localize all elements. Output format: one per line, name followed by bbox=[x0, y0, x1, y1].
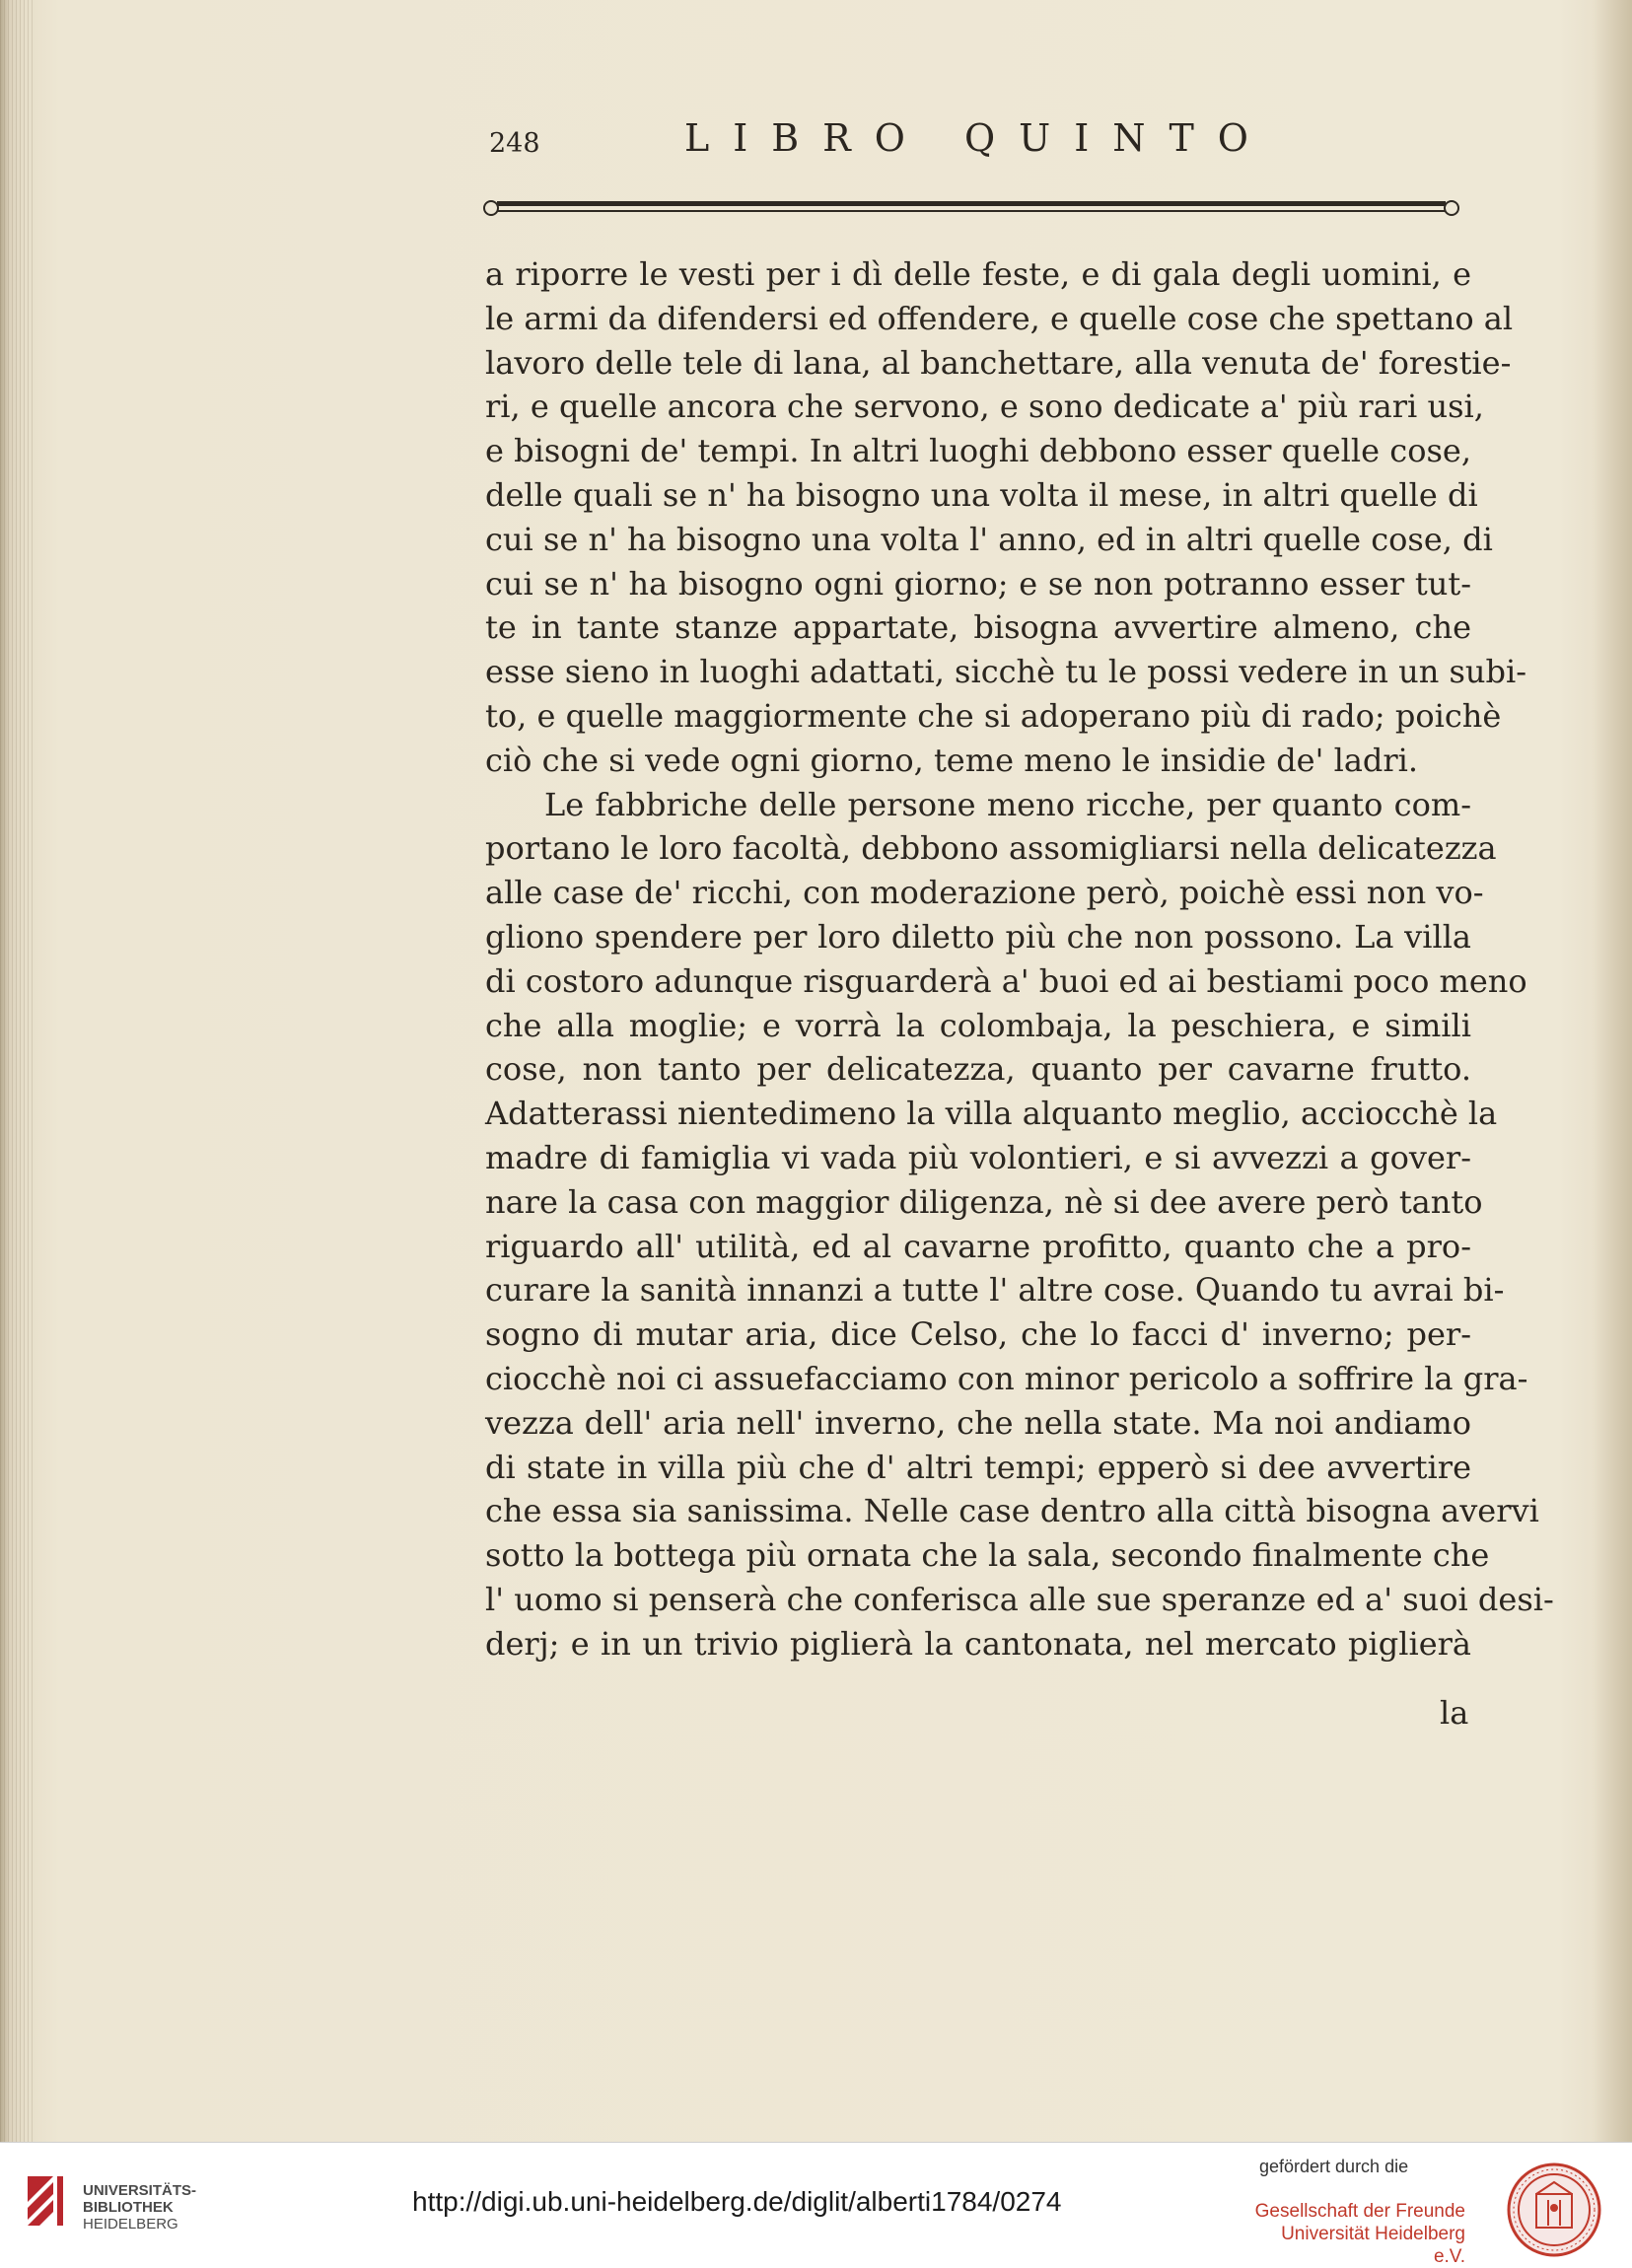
text-line-paragraph-end: ciò che si vede ogni giorno, teme meno le insidie de' ladri. bbox=[485, 741, 1419, 779]
text-line: derj; e in un trivio piglierà la cantonata, nel mercato piglierà bbox=[485, 1624, 1471, 1663]
sponsor-name[interactable] bbox=[1252, 2200, 1465, 2268]
library-name-line: HEIDELBERG bbox=[83, 2216, 178, 2233]
text-line: di costoro adunque risguarderà a' buoi ed ai bestiami poco meno bbox=[485, 961, 1527, 1000]
text-line: cose, non tanto per delicatezza, quanto per cavarne frutto. bbox=[485, 1050, 1471, 1089]
rule-bar-thin bbox=[497, 210, 1446, 212]
university-library-logo-icon bbox=[24, 2172, 69, 2233]
text-line: che essa sia sanissima. Nelle case dentro alla città bisogna avervi bbox=[485, 1492, 1539, 1530]
page-header bbox=[489, 116, 1475, 166]
catchword: la bbox=[1440, 1694, 1469, 1732]
text-line: portano le loro facoltà, debbono assomigliarsi nella delicatezza bbox=[485, 829, 1497, 868]
body-text bbox=[485, 252, 1554, 1666]
text-line: lavoro delle tele di lana, al banchettare, alla venuta de' forestie- bbox=[485, 343, 1512, 382]
text-line: esse sieno in luoghi adattati, sicchè tu le possi vedere in un subi- bbox=[485, 653, 1527, 691]
text-line: to, e quelle maggiormente che si adoperano più di rado; poichè bbox=[485, 696, 1502, 735]
text-line: cui se n' ha bisogno una volta l' anno, ed in altri quelle cose, di bbox=[485, 520, 1493, 558]
viewer-footer bbox=[0, 2142, 1632, 2267]
text-line: vezza dell' aria nell' inverno, che nella state. Ma noi andiamo bbox=[485, 1403, 1471, 1442]
text-line: ri, e quelle ancora che servono, e sono dedicate a' più rari usi, bbox=[485, 388, 1484, 426]
rule-end-ornament-right bbox=[1444, 200, 1459, 216]
text-line: sotto la bottega più ornata che la sala, secondo finalmente che bbox=[485, 1536, 1490, 1575]
text-line: cui se n' ha bisogno ogni giorno; e se non potranno esser tut- bbox=[485, 564, 1471, 602]
text-line: riguardo all' utilità, ed al cavarne profitto, quanto che a pro- bbox=[485, 1227, 1471, 1265]
text-line: alle case de' ricchi, con moderazione però, poichè essi non vo- bbox=[485, 874, 1484, 912]
text-line: a riporre le vesti per i dì delle feste, e di gala degli uomini, e bbox=[485, 255, 1471, 293]
decorative-rule bbox=[483, 195, 1459, 219]
text-line: nare la casa con maggior diligenza, nè si dee avere però tanto bbox=[485, 1182, 1483, 1221]
text-line: Adatterassi nientedimeno la villa alquanto meglio, acciocchè la bbox=[485, 1095, 1498, 1133]
permalink-url[interactable]: http://digi.ub.uni-heidelberg.de/diglit/alberti1784/0274 bbox=[412, 2186, 1062, 2217]
running-title: LIBRO QUINTO bbox=[684, 116, 1272, 160]
text-line: ciocchè noi ci assuefacciamo con minor pericolo a soffrire la gra- bbox=[485, 1359, 1528, 1397]
text-line: te in tante stanze appartate, bisogna avvertire almeno, che bbox=[485, 608, 1471, 647]
university-seal-icon bbox=[1505, 2161, 1603, 2259]
text-line: sogno di mutar aria, dice Celso, che lo facci d' inverno; per- bbox=[485, 1315, 1471, 1354]
text-line: le armi da difendersi ed offendere, e quelle cose che spettano al bbox=[485, 299, 1514, 337]
rule-bar-thick bbox=[497, 201, 1446, 206]
text-line: gliono spendere per loro diletto più che non possono. La villa bbox=[485, 917, 1471, 956]
text-line-paragraph-start: Le fabbriche delle persone meno ricche, per quanto com- bbox=[544, 785, 1471, 823]
text-line: di state in villa più che d' altri tempi; epperò si dee avvertire bbox=[485, 1448, 1471, 1486]
text-line: curare la sanità innanzi a tutte l' altre cose. Quando tu avrai bi- bbox=[485, 1271, 1505, 1310]
page-edge-shadow bbox=[0, 0, 34, 2142]
library-name bbox=[83, 2182, 196, 2233]
library-name-line: UNIVERSITÄTS- bbox=[83, 2182, 197, 2199]
text-line: madre di famiglia vi vada più volontieri, e si avvezzi a gover- bbox=[485, 1138, 1471, 1176]
library-name-line: BIBLIOTHEK bbox=[83, 2199, 174, 2216]
text-line: l' uomo si penserà che conferisca alle sue speranze ed a' suoi desi- bbox=[485, 1580, 1554, 1618]
funded-by-label: gefördert durch die bbox=[1259, 2157, 1409, 2176]
text-line: che alla moglie; e vorrà la colombaja, la peschiera, e simili bbox=[485, 1006, 1471, 1044]
text-line: e bisogni de' tempi. In altri luoghi debbono esser quelle cose, bbox=[485, 432, 1471, 470]
text-line: delle quali se n' ha bisogno una volta il mese, in altri quelle di bbox=[485, 475, 1478, 514]
sponsor-name-line: Gesellschaft der Freunde bbox=[1254, 2201, 1465, 2222]
sponsor-name-line: Universität Heidelberg e.V. bbox=[1281, 2224, 1465, 2267]
page-number: 248 bbox=[489, 128, 540, 159]
